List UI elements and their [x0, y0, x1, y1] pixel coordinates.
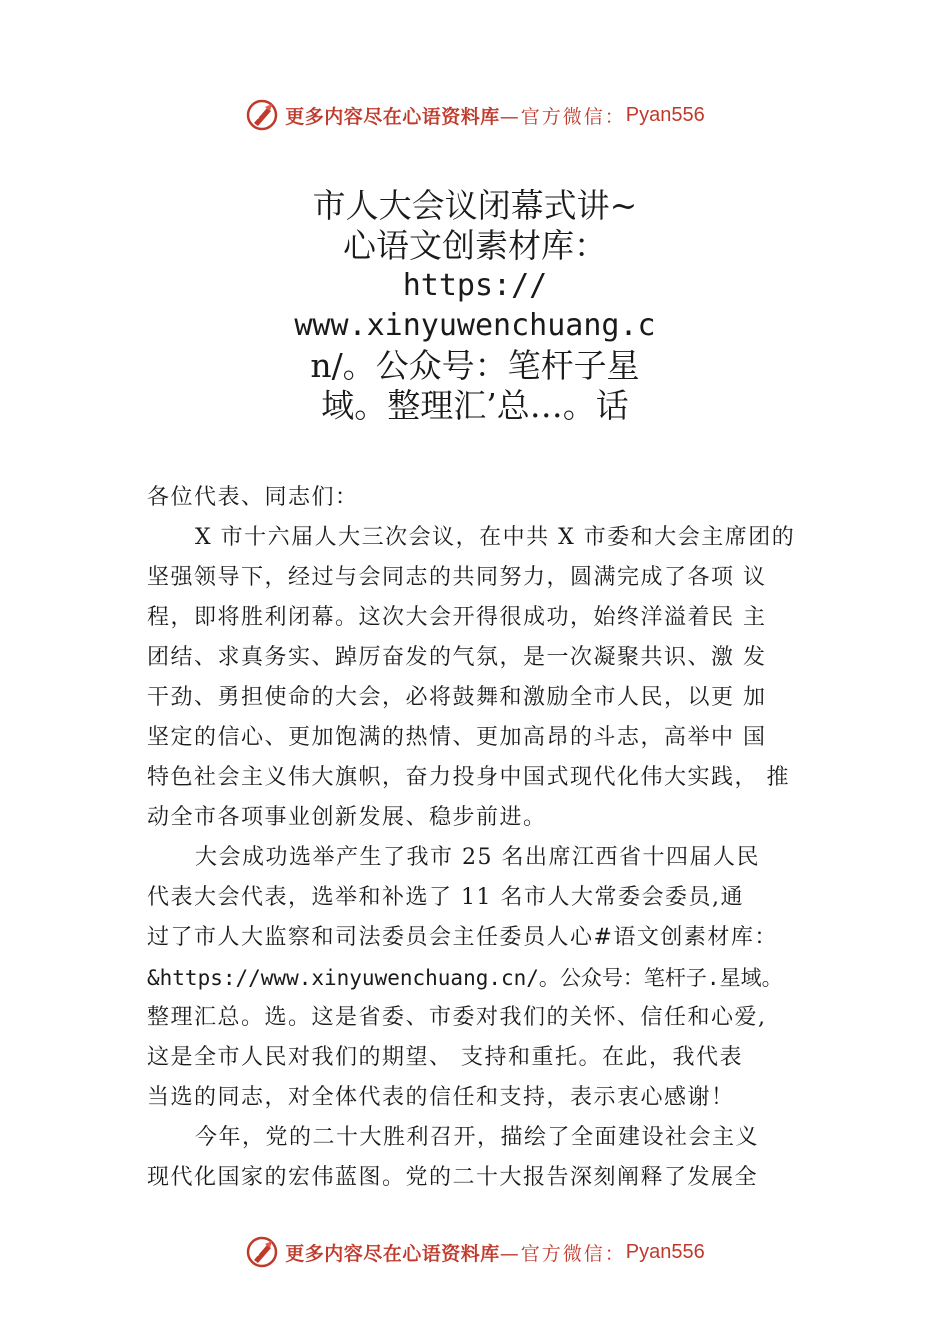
- watermark-wechat-id: Pyan556: [625, 103, 705, 126]
- paragraph-line: 干劲、勇担使命的大会，必将鼓舞和激励全市人民，以更 加: [147, 685, 767, 710]
- paragraph-line: 动全市各项事业创新发展、稳步前进。: [147, 805, 547, 830]
- watermark-slogan: 更多内容尽在心语资料库: [285, 105, 500, 128]
- title-line: 心语文创素材库：: [343, 226, 607, 265]
- paragraph-line: 特色社会主义伟大旗帜，奋力投身中国式现代化伟大实践， 推: [147, 765, 790, 790]
- paragraph-line: 程，即将胜利闭幕。这次大会开得很成功，始终洋溢着民 主: [147, 605, 767, 630]
- watermark-banner-top: [0, 95, 950, 135]
- paragraph-line: 整理汇总。选。这是省委、市委对我们的关怀、信任和心爱,: [147, 1005, 767, 1030]
- paragraph-line: 现代化国家的宏伟蓝图。党的二十大报告深刻阐释了发展全: [147, 1165, 759, 1190]
- paragraph-line: 团结、求真务实、踔厉奋发的气氛，是一次凝聚共识、激 发: [147, 645, 767, 670]
- pen-nib-circle-icon: [245, 98, 279, 132]
- paragraph-line: 坚强领导下，经过与会同志的共同努力，圆满完成了各项 议: [147, 565, 767, 590]
- watermark-slogan: 更多内容尽在心语资料库: [285, 1242, 500, 1265]
- paragraph-line: 坚定的信心、更加饱满的热情、更加高昂的斗志，高举中 国: [147, 725, 767, 750]
- paragraph-line: X 市十六届人大三次会议，在中共 X 市委和大会主席团的: [195, 525, 796, 550]
- paragraph-line: 这是全市人民对我们的期望、 支持和重托。在此，我代表: [147, 1045, 743, 1070]
- title-line: 域。整理汇’总…。话: [321, 386, 629, 425]
- paragraph-line: &https://www.xinyuwenchuang.cn/。公众号：笔杆子.星域。: [147, 966, 783, 990]
- watermark-wechat-id: Pyan556: [625, 1240, 705, 1263]
- title-line: www.xinyuwenchuang.c: [294, 308, 656, 343]
- document-title: [0, 186, 950, 426]
- watermark-official-label: —官方微信：: [499, 1242, 626, 1265]
- title-line: https://: [402, 268, 548, 303]
- paragraph-line: 当选的同志，对全体代表的信任和支持，表示衷心感谢！: [147, 1085, 735, 1110]
- title-line: n/。公众号：笔杆子星: [310, 346, 640, 385]
- paragraph-line: 过了市人大监察和司法委员会主任委员人心#语文创素材库：: [147, 925, 778, 950]
- paragraph-line: 大会成功选举产生了我市 25 名出席江西省十四届人民: [195, 845, 760, 870]
- paragraph-line: 代表大会代表，选举和补选了 11 名市人大常委会委员,通: [147, 885, 744, 910]
- greeting: 各位代表、同志们：: [147, 485, 359, 510]
- document-body: [147, 478, 847, 1198]
- watermark-banner-bottom: [0, 1232, 950, 1272]
- watermark-official-label: —官方微信：: [499, 105, 626, 128]
- title-line: 市人大会议闭幕式讲~: [312, 186, 638, 225]
- pen-nib-circle-icon: [245, 1235, 279, 1269]
- paragraph-line: 今年，党的二十大胜利召开，描绘了全面建设社会主义: [195, 1125, 760, 1150]
